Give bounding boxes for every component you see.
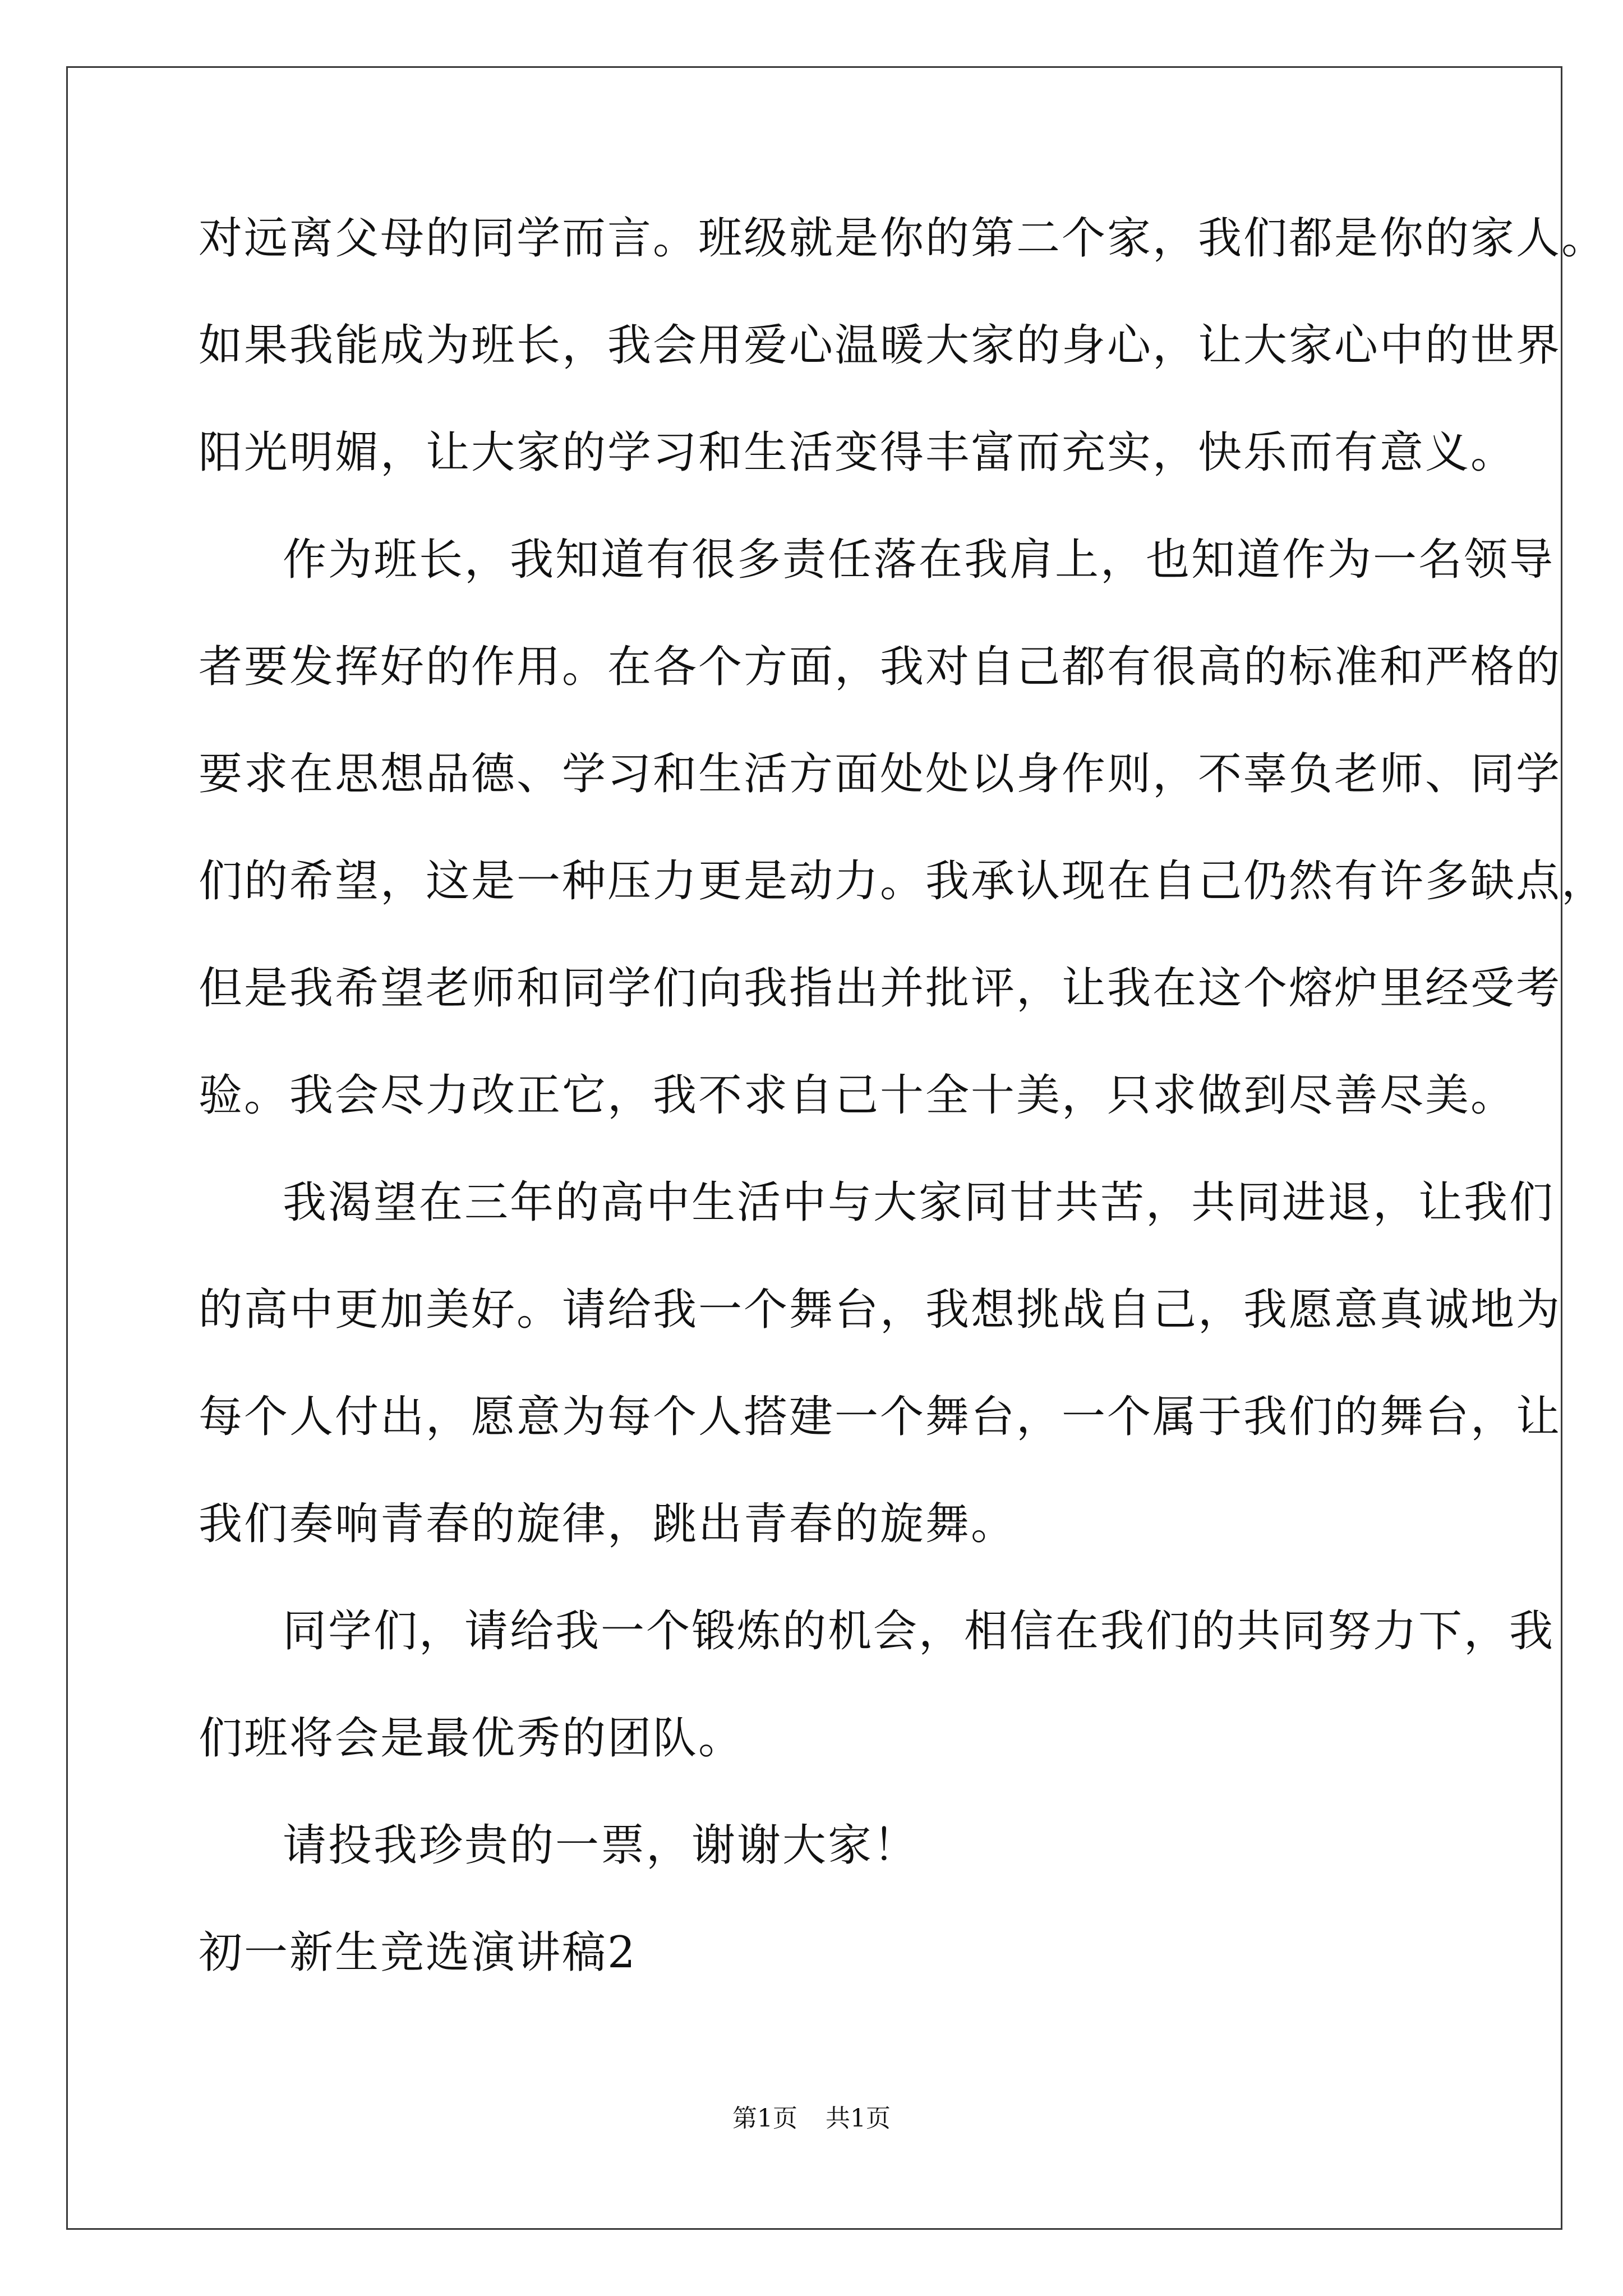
text-line: 者要发挥好的作用。在各个方面，我对自己都有很高的标准和严格的 (199, 642, 1562, 692)
text-line: 同学们，请给我一个锻炼的机会，相信在我们的共同努力下，我 (283, 1606, 1555, 1657)
text-line: 阳光明媚，让大家的学习和生活变得丰富而充实，快乐而有意义。 (199, 427, 1516, 478)
text-line: 我渴望在三年的高中生活中与大家同甘共苦，共同进退，让我们 (283, 1177, 1555, 1228)
text-line: 每个人付出，愿意为每个人搭建一个舞台，一个属于我们的舞台，让 (199, 1392, 1562, 1442)
text-line: 们班将会是最优秀的团队。 (199, 1713, 744, 1764)
page-footer (0, 2098, 1623, 2134)
text-line: 作为班长，我知道有很多责任落在我肩上，也知道作为一名领导 (283, 535, 1555, 585)
text-line: 请投我珍贵的一票，谢谢大家！ (283, 1820, 919, 1871)
text-line: 的高中更加美好。请给我一个舞台，我想挑战自己，我愿意真诚地为 (199, 1285, 1562, 1335)
page-count: 共1页 (826, 2104, 891, 2133)
text-line: 要求在思想品德、学习和生活方面处处以身作则，不辜负老师、同学 (199, 749, 1562, 799)
text-line: 如果我能成为班长，我会用爱心温暖大家的身心，让大家心中的世界 (199, 320, 1562, 371)
text-line: 验。我会尽力改正它，我不求自己十全十美，只求做到尽善尽美。 (199, 1070, 1516, 1121)
text-line: 们的希望，这是一种压力更是动力。我承认现在自己仍然有许多缺点， (199, 856, 1607, 907)
page-number: 第1页 (732, 2104, 797, 2133)
text-line: 但是我希望老师和同学们向我指出并批评，让我在这个熔炉里经受考 (199, 963, 1562, 1014)
text-line: 初一新生竞选演讲稿2 (199, 1927, 637, 1978)
text-line: 我们奏响青春的旋律，跳出青春的旋舞。 (199, 1499, 1017, 1549)
document-body (199, 185, 1607, 2007)
text-line: 对远离父母的同学而言。班级就是你的第二个家，我们都是你的家人。 (199, 213, 1607, 264)
